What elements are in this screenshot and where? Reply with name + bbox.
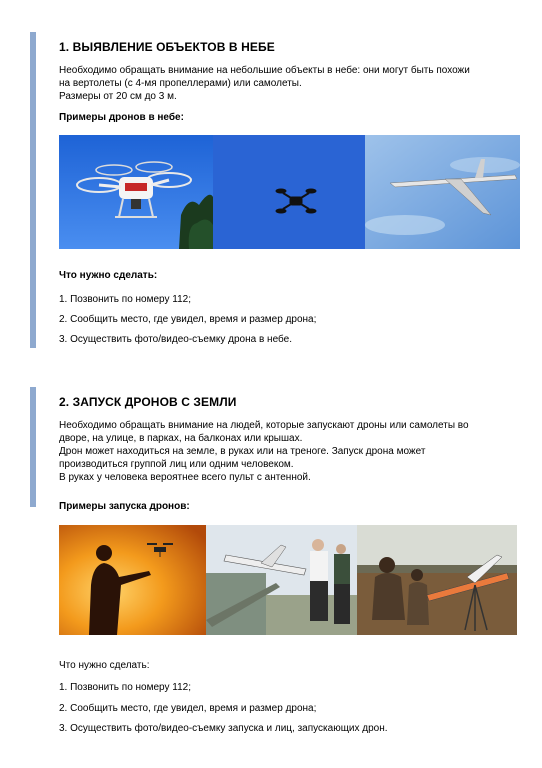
section2-step-1: 1. Позвонить по номеру 112; bbox=[59, 682, 192, 693]
section1-intro-line3: Размеры от 20 см до 3 м. bbox=[59, 91, 177, 102]
section2-intro-line4: производиться группой лиц или одним человеком. bbox=[59, 459, 294, 470]
section1-intro-line2: на вертолеты (с 4-мя пропеллерами) или самолеты. bbox=[59, 78, 302, 89]
section2-step-2: 2. Сообщить место, где увидел, время и размер дрона; bbox=[59, 703, 317, 714]
section1-accent-bar bbox=[30, 32, 36, 348]
section2-step-3: 3. Осуществить фото/видео-съемку запуска и лиц, запускающих дрон. bbox=[59, 723, 388, 734]
section1-title: 1. ВЫЯВЛЕНИЕ ОБЪЕКТОВ В НЕБЕ bbox=[59, 40, 275, 54]
section1-step-3: 3. Осуществить фото/видео-съемку дрона в небе. bbox=[59, 334, 292, 345]
section2-intro-line5: В руках у человека вероятнее всего пульт с антенной. bbox=[59, 472, 311, 483]
section2-intro-line3: Дрон может находиться на земле, в руках или на треноге. Запуск дрона может bbox=[59, 446, 426, 457]
section2-intro-line1: Необходимо обращать внимание на людей, которые запускают дроны или самолеты во bbox=[59, 420, 469, 431]
drone-sky-photo-3 bbox=[365, 135, 520, 249]
section2-title: 2. ЗАПУСК ДРОНОВ С ЗЕМЛИ bbox=[59, 395, 237, 409]
section2-accent-bar bbox=[30, 387, 36, 507]
section1-intro-line1: Необходимо обращать внимание на небольшие объекты в небе: они могут быть похожи bbox=[59, 65, 470, 76]
section2-intro-line2: дворе, на улице, в парках, на балконах или крышах. bbox=[59, 433, 303, 444]
drone-sky-photo-2 bbox=[213, 135, 365, 249]
section1-step-2: 2. Сообщить место, где увидел, время и размер дрона; bbox=[59, 314, 317, 325]
drone-launch-photo-3 bbox=[357, 525, 517, 635]
drone-sky-photo-1 bbox=[59, 135, 213, 249]
section1-todo-label: Что нужно сделать: bbox=[59, 270, 158, 281]
section2-examples-label: Примеры запуска дронов: bbox=[59, 501, 190, 512]
section1-examples-label: Примеры дронов в небе: bbox=[59, 112, 184, 123]
section1-step-1: 1. Позвонить по номеру 112; bbox=[59, 294, 192, 305]
drone-launch-photo-1 bbox=[59, 525, 206, 635]
drone-launch-photo-2 bbox=[206, 525, 357, 635]
section2-todo-label: Что нужно сделать: bbox=[59, 660, 150, 671]
